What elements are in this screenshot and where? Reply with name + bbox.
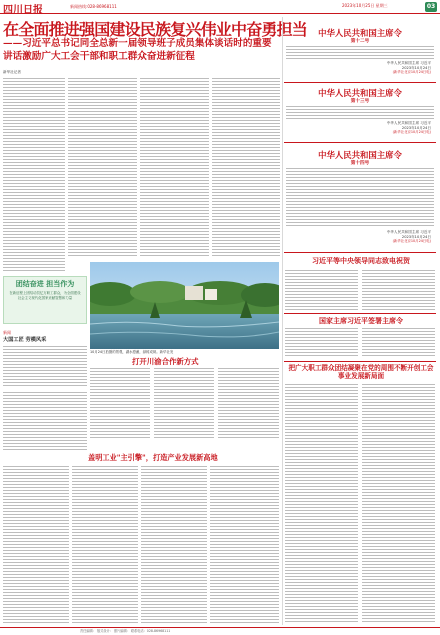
notice-3	[285, 150, 435, 244]
notice-body	[286, 46, 434, 59]
lead-body-col-4	[212, 78, 280, 258]
notice-title: 中华人民共和国主席令	[318, 150, 402, 160]
section-divider	[284, 361, 436, 362]
notice-source: (新华社北京10月24日电)	[392, 130, 431, 135]
right-story-3-title: 把广大职工群众团结凝聚在党的周围不断开创工会事业发展新局面	[288, 364, 434, 381]
lead-body-col-3	[140, 78, 209, 258]
news-photo	[90, 262, 279, 349]
notice-body	[286, 106, 434, 119]
notice-source: (新华社北京10月24日电)	[392, 70, 431, 75]
notice-date: 2023年10月24日	[401, 125, 431, 130]
story1-body-left	[3, 392, 87, 452]
story2-body-col-1	[90, 368, 150, 440]
lead-body-col-1	[3, 78, 65, 272]
lead-headline: 在全面推进强国建设民族复兴伟业中奋勇担当	[3, 20, 308, 39]
notice-body	[286, 168, 434, 228]
callout-text: 在新征程上团结动员亿万职工群众，为全面建设社会主义现代化国家贡献智慧和力量	[9, 291, 81, 300]
callout-box	[3, 276, 87, 324]
callout-title: 团结奋进 担当作为	[15, 280, 75, 288]
story2-body-col-2	[154, 368, 214, 440]
lead-byline: 新华社记者	[3, 70, 21, 74]
story3-title: 盖明工业"主引擎"，打造产业发展新高地	[88, 453, 218, 462]
right-story-1-title: 习近平等中央领导同志致电祝贺	[312, 256, 410, 265]
page-number-badge: 03	[426, 3, 436, 10]
news-photo-image	[90, 262, 279, 349]
story3-body-col-2	[72, 466, 138, 624]
notice-date: 2023年10月24日	[401, 65, 431, 70]
notice-divider	[284, 252, 436, 253]
story2-body-col-3	[218, 368, 279, 440]
right-story-1-body-left	[285, 270, 358, 310]
right-story-2-title: 国家主席习近平签署主席令	[319, 316, 403, 325]
notice-signature: 中华人民共和国主席 习近平	[386, 121, 431, 125]
notice-number: 第十三号	[350, 99, 370, 104]
notice-signature: 中华人民共和国主席 习近平	[386, 230, 431, 234]
notice-number: 第十二号	[350, 39, 370, 44]
sidebar-marker: 新闻	[3, 330, 11, 335]
lead-subheadline: ——习近平总书记同全总新一届领导班子成员集体谈话时的重要讲话激励广大工会干部和职工群众奋进新征程	[3, 38, 272, 62]
story3-body-col-1	[3, 466, 69, 624]
notice-2	[285, 88, 435, 135]
right-story-2-body-right	[362, 328, 435, 358]
newspaper-logo: 四川日报	[3, 5, 43, 16]
notice-divider	[284, 142, 436, 143]
column-divider	[282, 17, 283, 625]
notice-divider	[284, 82, 436, 83]
right-story-3-body-col-1	[285, 384, 358, 624]
section-divider	[284, 313, 436, 314]
masthead	[0, 0, 440, 14]
page-footer: 责任编辑： 版式设计： 照片编辑： 联系电话：028-86968111	[0, 627, 440, 635]
right-story-3-body-col-2	[362, 384, 435, 624]
notice-1	[285, 28, 435, 75]
issue-date: 2023年10月25日 星期三	[342, 3, 388, 8]
lead-body-col-2	[68, 78, 137, 258]
story3-body-col-4	[210, 466, 279, 624]
sidebar-story	[3, 330, 87, 390]
notice-signature: 中华人民共和国主席 习近平	[386, 61, 431, 65]
right-story-2-body-left	[285, 328, 358, 358]
story3-body-col-3	[141, 466, 207, 624]
notice-number: 第十四号	[350, 161, 370, 166]
notice-title: 中华人民共和国主席令	[318, 88, 402, 98]
notice-source: (新华社北京10月24日电)	[392, 239, 431, 244]
notice-date: 2023年10月24日	[401, 234, 431, 239]
sidebar-title: 大国工匠 劳模风采	[3, 337, 47, 343]
notice-title: 中华人民共和国主席令	[318, 28, 402, 38]
sidebar-body	[3, 346, 87, 386]
news-hotline: 新闻热线:028-86968111	[70, 4, 117, 9]
right-story-1-body-right	[362, 270, 435, 310]
photo-caption: 10月24日拍摄的景观，湖水澄澈，绿树成荫。新华社发	[90, 350, 174, 354]
story2-title: 打开川渝合作新方式	[132, 357, 199, 366]
